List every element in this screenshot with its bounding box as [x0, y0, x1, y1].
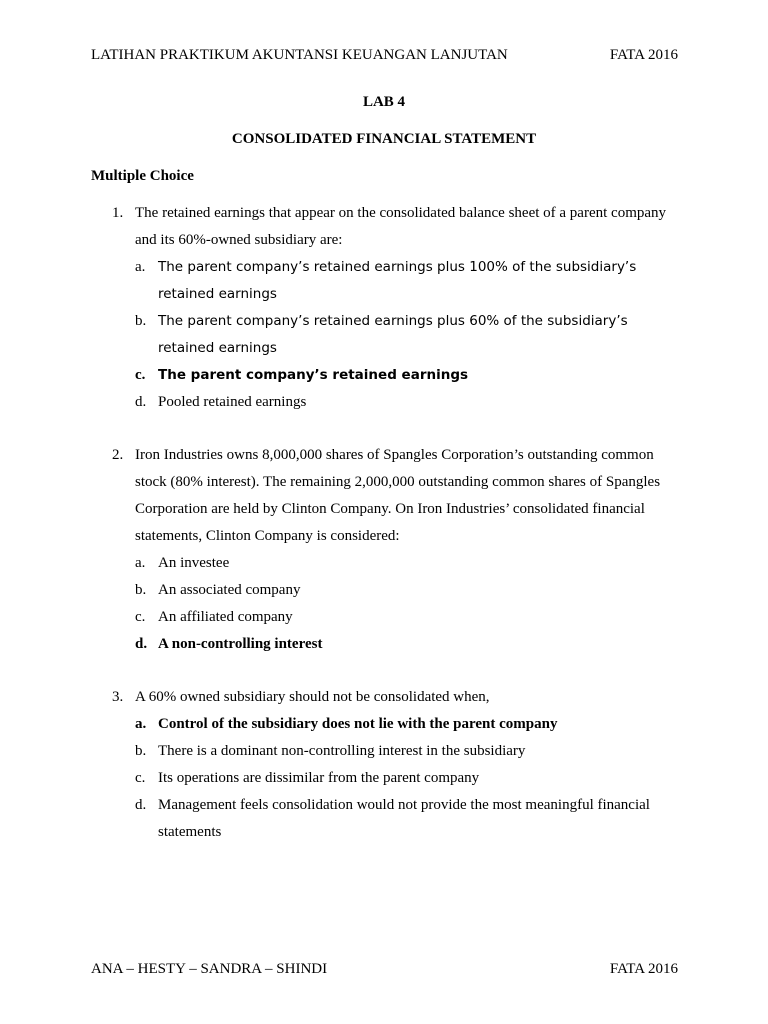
- question-number: 3.: [112, 689, 124, 705]
- option-text: An associated company: [158, 582, 301, 598]
- option-d-correct: [135, 631, 681, 658]
- option-letter: c.: [135, 609, 146, 625]
- option-letter: c.: [135, 367, 146, 383]
- question-2: [91, 442, 681, 658]
- option-letter: a.: [135, 555, 146, 571]
- option-c: [135, 604, 681, 631]
- option-letter: a.: [135, 716, 147, 732]
- option-letter: a.: [135, 259, 146, 275]
- option-c-correct: [135, 362, 681, 389]
- option-letter: d.: [135, 797, 147, 813]
- option-letter: c.: [135, 770, 146, 786]
- document-title: CONSOLIDATED FINANCIAL STATEMENT: [231, 131, 537, 147]
- page-header: [91, 46, 678, 64]
- lab-heading: LAB 4: [362, 94, 406, 110]
- option-a: [135, 550, 681, 577]
- question-text: A 60% owned subsidiary should not be consolidated when,: [135, 689, 490, 705]
- option-text: The parent company’s retained earnings plus 60% of the subsidiary’s retained earnings: [158, 313, 628, 356]
- option-letter: d.: [135, 394, 147, 410]
- question-3: [91, 684, 681, 846]
- footer-authors: ANA – HESTY – SANDRA – SHINDI: [91, 961, 328, 977]
- question-number: 2.: [112, 447, 124, 463]
- option-text: A non-controlling interest: [158, 636, 323, 652]
- option-text: The parent company’s retained earnings: [158, 367, 469, 383]
- question-list: [91, 200, 681, 872]
- option-text: Control of the subsidiary does not lie with the parent company: [158, 716, 558, 732]
- option-letter: b.: [135, 313, 147, 329]
- option-text: Management feels consolidation would not provide the most meaningful financial statements: [158, 797, 650, 840]
- option-a: [135, 254, 681, 308]
- option-text: Pooled retained earnings: [158, 394, 307, 410]
- option-b: [135, 308, 681, 362]
- option-text: An investee: [158, 555, 230, 571]
- option-list: [135, 550, 681, 658]
- question-1: [91, 200, 681, 416]
- page-footer: [91, 960, 678, 978]
- option-list: [135, 711, 681, 846]
- option-text: Its operations are dissimilar from the parent company: [158, 770, 480, 786]
- option-text: An affiliated company: [158, 609, 293, 625]
- header-year: FATA 2016: [609, 47, 678, 63]
- question-text: Iron Industries owns 8,000,000 shares of Spangles Corporation’s outstanding common stock (80% interest). The remaining 2,000,000 outstanding common shares of Spangles Corporation are held by Clinton Company. On Iron Industries’ consolidated financial statements, Clinton Company is considered:: [135, 447, 661, 544]
- header-course-title: LATIHAN PRAKTIKUM AKUNTANSI KEUANGAN LANJUTAN: [91, 47, 508, 63]
- section-heading: Multiple Choice: [91, 168, 194, 184]
- option-b: [135, 738, 681, 765]
- option-a-correct: [135, 711, 681, 738]
- option-d: [135, 792, 681, 846]
- footer-year: FATA 2016: [609, 961, 678, 977]
- option-text: There is a dominant non-controlling interest in the subsidiary: [158, 743, 526, 759]
- option-b: [135, 577, 681, 604]
- option-list: [135, 254, 681, 416]
- option-d: [135, 389, 681, 416]
- option-letter: d.: [135, 636, 148, 652]
- option-letter: b.: [135, 743, 147, 759]
- option-letter: b.: [135, 582, 147, 598]
- option-c: [135, 765, 681, 792]
- question-text: The retained earnings that appear on the consolidated balance sheet of a parent company and its 60%-owned subsidiary are:: [135, 205, 667, 248]
- question-number: 1.: [112, 205, 124, 221]
- option-text: The parent company’s retained earnings plus 100% of the subsidiary’s retained earnings: [158, 259, 637, 302]
